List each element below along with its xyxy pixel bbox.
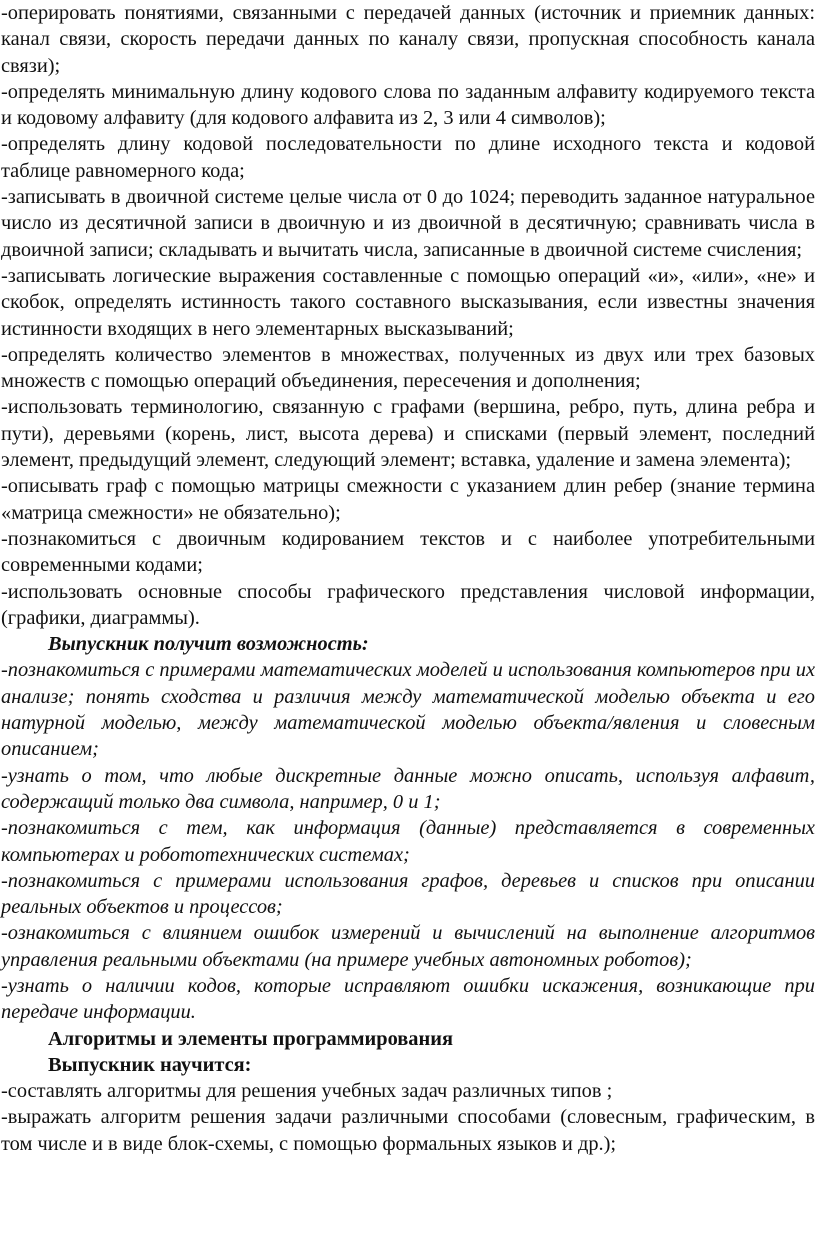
opportunity-item: -узнать о наличии кодов, которые исправляют ошибки искажения, возникающие при передаче информации.: [1, 974, 815, 1024]
list-item: -определять минимальную длину кодового слова по заданным алфавиту кодируемого текста и кодовому алфавиту (для кодового алфавита из 2, 3 или 4 символов);: [1, 80, 815, 130]
list-item: -записывать логические выражения составленные с помощью операций «и», «или», «не» и скобок, определять истинность такого составного высказывания, если известны значения истинности входящих в него элементарных высказываний;: [1, 264, 815, 340]
opportunity-item: -познакомиться с примерами использования графов, деревьев и списков при описании реальных объектов и процессов;: [1, 869, 815, 919]
opportunity-item: -ознакомиться с влиянием ошибок измерений и вычислений на выполнение алгоритмов управления реальными объектами (на примере учебных автономных роботов);: [1, 922, 815, 971]
section-subtitle: Выпускник научится:: [48, 1053, 252, 1076]
opportunity-item: -узнать о том, что любые дискретные данные можно описать, используя алфавит, содержащий только два символа, например, 0 и 1;: [1, 764, 815, 813]
opportunity-item: -познакомиться с примерами математических моделей и использования компьютеров при их анализе; понять сходства и различия между математической моделью объекта и его натурной моделью, между математической моделью объекта/явления и словесным описанием;: [1, 659, 815, 761]
list-item: -описывать граф с помощью матрицы смежности с указанием длин ребер (знание термина «матрица смежности» не обязательно);: [1, 475, 815, 524]
opportunity-heading: Выпускник получит возможность:: [48, 633, 369, 656]
list-item: -познакомиться с двоичным кодированием текстов и с наиболее употребительными современными кодами;: [1, 527, 815, 577]
list-item: -определять длину кодовой последовательности по длине исходного текста и кодовой таблице равномерного кода;: [1, 133, 815, 182]
list-item: -записывать в двоичной системе целые числа от 0 до 1024; переводить заданное натуральное число из десятичной записи в двоичную и из двоичной в десятичную; сравнивать числа в двоичной записи; складывать и вычитать числа, записанные в двоичной системе счисления;: [1, 186, 815, 261]
list-item: -оперировать понятиями, связанными с передачей данных (источник и приемник данных: канал связи, скорость передачи данных по каналу связи, пропускная способность канала связи);: [1, 2, 815, 77]
section-title: Алгоритмы и элементы программирования: [48, 1027, 453, 1050]
list-item: -использовать основные способы графического представления числовой информации, (графики, диаграммы).: [1, 580, 815, 629]
list-item: -выражать алгоритм решения задачи различными способами (словесным, графическим, в том числе и в виде блок-схемы, с помощью формальных языков и др.);: [1, 1106, 815, 1155]
list-item: -определять количество элементов в множествах, полученных из двух или трех базовых множеств с помощью операций объединения, пересечения и дополнения;: [1, 343, 815, 393]
opportunity-item: -познакомиться с тем, как информация (данные) представляется в современных компьютерах и робототехнических системах;: [1, 817, 815, 866]
list-item: -использовать терминологию, связанную с графами (вершина, ребро, путь, длина ребра и пути), деревьями (корень, лист, высота дерева) и списками (первый элемент, последний элемент, предыдущий элемент, следующий элемент; вставка, удаление и замена элемента);: [1, 396, 815, 472]
list-item: -составлять алгоритмы для решения учебных задач различных типов ;: [1, 1080, 613, 1103]
